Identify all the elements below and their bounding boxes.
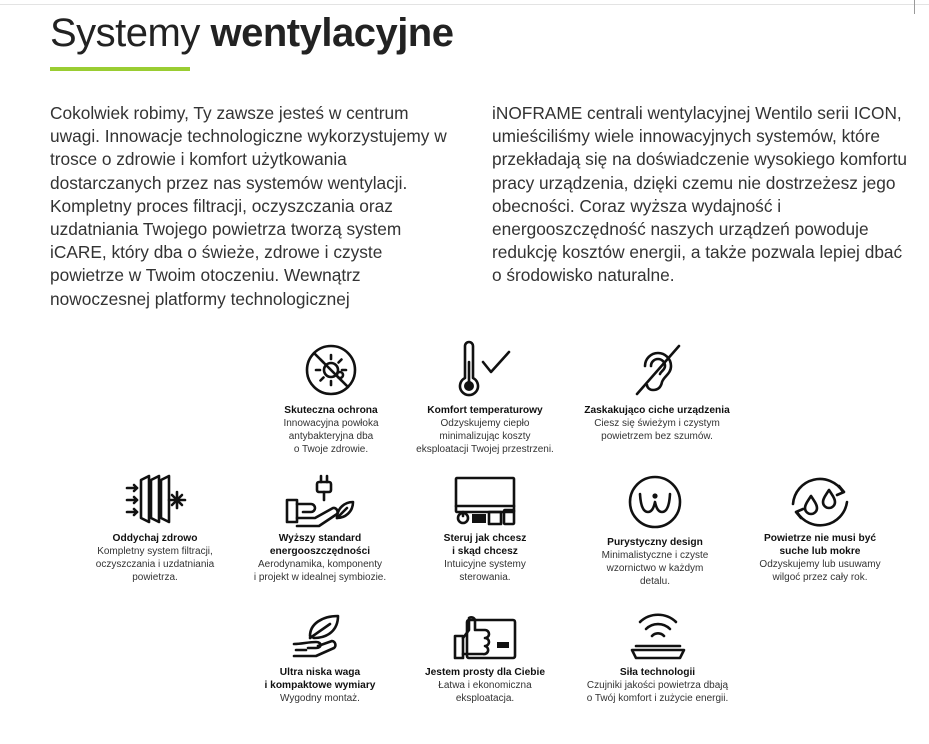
feature-description: Intuicyjne systemy sterowania. bbox=[444, 559, 526, 583]
feature-sila-technologii bbox=[575, 612, 740, 705]
feature-energooszczednosc bbox=[245, 474, 395, 584]
feature-komfort-temperaturowy bbox=[405, 342, 565, 456]
feature-title: Wyższy standard energooszczędności bbox=[269, 533, 371, 557]
feature-title: Powietrze nie musi być suche lub mokre bbox=[763, 533, 877, 557]
feature-description: Odzyskujemy ciepło minimalizując koszty eksploatacji Twojej przestrzeni. bbox=[416, 418, 554, 455]
thermometer-check-icon bbox=[455, 342, 515, 398]
control-devices-icon bbox=[454, 474, 516, 526]
feature-title: Ultra niska waga i kompaktowe wymiary bbox=[264, 667, 376, 691]
humidity-icon bbox=[787, 474, 853, 526]
feature-title: Oddychaj zdrowo bbox=[112, 533, 198, 544]
feature-purystyczny-design bbox=[580, 474, 730, 588]
feature-description: Czujniki jakości powietrza dbają o Twój komfort i zużycie energii. bbox=[586, 680, 729, 704]
feature-title: Jestem prosty dla Ciebie bbox=[424, 667, 546, 678]
intro-left-paragraph: Cokolwiek robimy, Ty zawsze jesteś w centrum uwagi. Innowacje technologiczne wykorzystujemy w trosce o zdrowie i komfort użytkowania dostarczanych przez nas systemów wentylacji. Kompletny proces filtracji, oczyszczania oraz uzdatniania Twojego powietrza tworzą system iCARE, który dba o świeże, zdrowe i czyste powietrze w Twoim otoczeniu. Wewnątrz nowoczesnej platformy technologicznej bbox=[50, 103, 447, 309]
title-underline bbox=[50, 67, 190, 71]
feature-description: Łatwa i ekonomiczna eksploatacja. bbox=[438, 680, 532, 704]
brand-logo-icon bbox=[627, 474, 683, 530]
feature-oddychaj-zdrowo bbox=[80, 474, 230, 584]
feature-title: Skuteczna ochrona bbox=[284, 405, 378, 416]
filtration-icon bbox=[125, 474, 185, 526]
feature-description: Aerodynamika, komponenty i projekt w idealnej symbiozie. bbox=[253, 559, 387, 583]
top-border bbox=[0, 4, 929, 5]
feature-wilgotnosc bbox=[745, 474, 895, 584]
feature-title: Zaskakująco ciche urządzenia bbox=[584, 405, 730, 416]
title-bold: wentylacyjne bbox=[210, 11, 454, 55]
feature-steruj bbox=[410, 474, 560, 584]
feature-description: Minimalistyczne i czyste wzornictwo w każdym detalu. bbox=[601, 550, 709, 587]
feature-description: Odzyskujemy lub usuwamy wilgoć przez cały rok. bbox=[759, 559, 881, 583]
thumbs-up-card-icon bbox=[453, 612, 517, 660]
feature-description: Ciesz się świeżym i czystym powietrzem bez szumów. bbox=[594, 418, 720, 442]
air-sensor-icon bbox=[628, 612, 688, 660]
feature-skuteczna-ochrona bbox=[256, 342, 406, 456]
feature-ciche-urzadzenia bbox=[577, 342, 737, 443]
energy-hand-icon bbox=[285, 474, 355, 526]
intro-right-paragraph: iNOFRAME centrali wentylacyjnej Wentilo serii ICON, umieściliśmy wiele innowacyjnych systemów, które przekładają się na doświadczenie wysokiego komfortu pracy urządzenia, dzięki czemu nie dostrzeżesz jego obecności. Coraz wyższa wydajność i energooszczędność naszych urządzeń powoduje redukcję kosztów energii, a także pozwala lepiej dbać o środowisko naturalne. bbox=[492, 103, 907, 286]
feature-jestem-prosty bbox=[405, 612, 565, 705]
feature-title: Purystyczny design bbox=[607, 537, 703, 548]
feature-title: Komfort temperaturowy bbox=[427, 405, 543, 416]
feature-title: Siła technologii bbox=[619, 667, 696, 678]
muted-ear-icon bbox=[629, 342, 685, 398]
feature-description: Innowacyjna powłoka antybakteryjna dba o Twoje zdrowie. bbox=[283, 418, 379, 455]
feature-description: Wygodny montaż. bbox=[280, 693, 360, 704]
leaf-hand-icon bbox=[292, 612, 348, 660]
feature-description: Kompletny system filtracji, oczyszczania i uzdatniania powietrza. bbox=[95, 546, 215, 583]
top-edge-mark bbox=[914, 0, 915, 14]
page-title bbox=[50, 10, 454, 56]
title-light: Systemy bbox=[50, 11, 211, 55]
feature-title: Steruj jak chcesz i skąd chcesz bbox=[443, 533, 527, 557]
antibacterial-icon bbox=[303, 342, 359, 398]
feature-ultra-niska-waga bbox=[245, 612, 395, 705]
